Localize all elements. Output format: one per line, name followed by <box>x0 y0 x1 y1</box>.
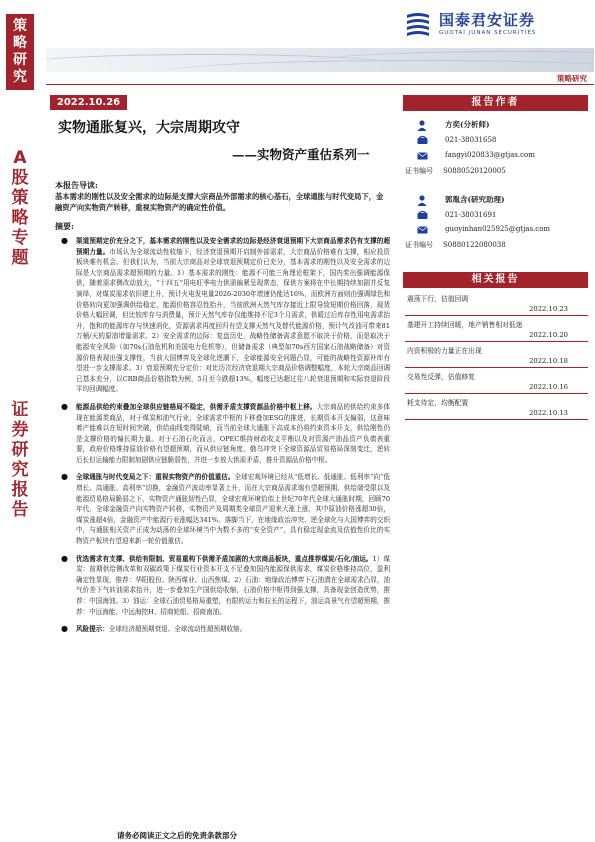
sidebar-char: 券 <box>11 420 29 440</box>
cert-number: S0880520120005 <box>443 167 506 175</box>
related-report-item[interactable] <box>405 368 588 394</box>
summary-item-text: 1）煤炭：前期供给侧改革和双碳政策下煤炭行业资本开支不足叠加国内能源保供需求，煤炭价格维持高位，盈利确定性显现，推荐：华阳股份、陕西煤业、山西焦煤。2）石油：地缘政治博弈下石油潜在全球需求凸显，油气价差下气转油需求抬升，进一步叠加生产国供给收缩，石油价格中枢得到强支撑，具备现金创造优势，推荐：中国海油。3）油运：全球石油贸易格局重塑，有限的运力和拉长的运程下，油运高景气有望超预期，推荐：中远海能、中远海控H、招商轮船、招商南油。 <box>76 554 390 616</box>
related-report-date: 2022.10.16 <box>529 383 568 391</box>
report-date: 2022.10.26 <box>50 95 127 110</box>
bullet-icon: ● <box>61 472 68 482</box>
sidebar-char: 究 <box>11 460 29 480</box>
sidebar-char: 报 <box>11 480 29 500</box>
cert-label: 证书编号 <box>405 241 433 249</box>
sidebar-bottom-label <box>8 400 32 520</box>
related-report-title[interactable]: 基建开工持续回暖，地产销售相对低迷 <box>407 321 523 329</box>
summary-item-text: 全球宏观环境已经从“低增长、低通胀、低利率”向“低增长、高通胀、高利率”切换，金融资产波动率显著上升，而在大宗商品需求端有望超预期、供给端受限以及能源贸易格局脆弱之下，实物资产通胀韧性凸显，全球宏观环境恰似上世纪70年代全球大通胀时期，回顾70年代，全球金融资产向实物资产转移，实物资产及周期类全球资产迎来大涨上涨，其中原油价格涨超30倍，煤炭涨超4倍，金融资产中能源行业涨幅达341%。落脚当下，在地缘政治冲突、逆全球化与大国博弈的交织中，与通胀相关资产正成为动荡的全球环境当中为数不多的“安全资产”，具有稳定现金流及估值性价比的实物资产板块有望迎来新一轮价值重估。 <box>76 473 390 546</box>
header-banner <box>46 48 594 72</box>
sidebar-char: 证 <box>11 400 29 420</box>
company-logo <box>403 8 593 40</box>
related-report-title[interactable]: 交易性反弹，估值修复 <box>407 373 475 381</box>
cert-number: S0880122080038 <box>443 241 506 249</box>
left-sidebar <box>0 0 40 842</box>
email-icon <box>415 150 429 162</box>
intro-text: 基本需求的刚性以及安全需求的边际是支撑大宗商品外部需求的核心基石，全球通胀与时代变局下，金融资产向实物资产转移，重视实物资产的确定性价值。 <box>55 192 384 212</box>
phone-icon <box>415 134 429 146</box>
person-icon <box>415 119 429 131</box>
author-email[interactable]: fangyi020833@gtjas.com <box>445 151 535 159</box>
related-report-date: 2022.10.18 <box>529 357 568 365</box>
authors-heading: 报告作者 <box>403 95 588 111</box>
disclaimer-note: 请务必阅读正文之后的免责条款部分 <box>117 831 237 840</box>
sidebar-char: 股 <box>11 168 29 188</box>
logo-chinese-name: 国泰君安证券 <box>439 11 536 29</box>
sidebar-char: 究 <box>13 69 27 85</box>
sidebar-char: A <box>13 148 27 168</box>
report-title: 实物通胀复兴，大宗周期攻守 <box>58 120 240 136</box>
author-email[interactable]: guoyinhan025925@gtjas.com <box>445 225 551 233</box>
author-phone: 021-38031691 <box>445 211 497 219</box>
email-icon <box>415 224 429 236</box>
bullet-icon: ● <box>61 236 68 245</box>
summary-item-text: 市场认为全球流动性收缩下，经济衰退预期开启制外部需求，大宗商品价格难有支撑，相应投资板块难有机会。但我们认为，当前大宗商品对全球衰退预期定价已充分，基本需求的刚性以及安全需求的边际是大宗商品需求超预期的力量。1）基本需求的刚性：能源不可能三角理论框架下，国内奖出强调能源保供，随着需求侧改动放大，“十四五”用电旺季电力供需偏紧呈现常态，保供方案将在中长期持续加剧并反复演绎，对煤炭需求依旧建上升，预计火电发电量2026-2030年增速仍能达16%，而欧洲方面则由强调绿色和价格转向更加强调供给稳定，能源价格容忍性抬升，当前欧洲天然气库存接近上限导致短期价格回落，现货价格大幅回调，但比较库存与消费量，预计天然气库存仅能维持不足3个月需求，供暖过后库存性用电需求抬升，饱和的能源库存与快速消化，资源需求再度回归有望支撑天然气及替代能源价格，预计气改油可带来81万桶/天的原油增量需求。2）安全需求的边际：复盘历史，战略性储备需求意愿不取决于价格，而是取决于能源安全风险（如70s石油危机和美国电力危机等），但储备需求（典型如70s西方国家石油战略储备）对资源价格表现出强支撑性，当前大国博弈及全球化逆潮下，全球能源安全问题凸显，可能的战略性资源补库有望进一步支撑需求。3）衰退预期充分定价：对比历次经济衰退期大宗商品价格调整幅度，本轮大宗商品回调已基本充分，以CRB商品价格指数为例，5月至今跌超13%，幅度已达超过往八轮衰退预期和实际衰退阶段平均回调幅度。 <box>76 247 390 394</box>
related-report-date: 2022.10.13 <box>529 409 568 417</box>
related-heading: 相关报告 <box>403 272 588 288</box>
related-reports-list <box>405 290 588 420</box>
person-icon <box>415 194 429 206</box>
summary-item <box>58 554 390 618</box>
sidebar-char: 专 <box>11 228 29 248</box>
bullet-icon: ● <box>61 553 68 563</box>
sidebar-char: 略 <box>11 208 29 228</box>
summary-item-lead: 风险提示： <box>76 625 109 634</box>
sidebar-char: 策 <box>13 18 27 34</box>
summary-item-text: 大宗商品的供给约束多体现在能源类商品，对于煤炭和油气行业，全球需求中枢的下移叠加ESG的推进，长期资本开支偏弱，这意味着产能难以在短时间突破，供给曲线变得陡峭，而当前全球大通胀下高成本仍将约束资本开支，供给刚性仍是支撑价格的偏长期力量。对于石油石化而言，OPEC维持财政收支平衡以及对资源产油品资产负债表重要，政府价格维持原油价格有望超预期，而从供应链角度，俄乌冲突下全球资源品贸易格局深刻变迁，逆转后长但运输能力限制加剧供应链脆弱性，并进一步放大供需矛盾，推升资源品价格中枢。 <box>76 402 390 464</box>
author-cert <box>405 166 506 176</box>
bullet-icon: ● <box>61 401 68 411</box>
summary-item-lead: 能源品供给约束叠加全球供应链格局不稳定，供需矛盾支撑资源品价格中枢上移。 <box>76 402 317 411</box>
related-report-item[interactable] <box>405 342 588 368</box>
sidebar-char: 告 <box>11 500 29 520</box>
report-subtitle: ——实物资产重估系列一 <box>232 147 370 162</box>
summary-item <box>58 402 390 466</box>
cert-label: 证书编号 <box>405 167 433 175</box>
author-card <box>405 118 588 200</box>
author-name: 方奕(分析师) <box>445 120 490 129</box>
related-report-item[interactable] <box>405 290 588 316</box>
author-name: 郭胤含(研究助理) <box>445 195 505 204</box>
header-divider <box>46 84 594 85</box>
summary-item-lead: 渠道预期定价充分之下，基本需求的刚性以及安全需求的边际是经济衰退预期下大宗商品需求仍有支撑的超预期力量。 <box>76 237 390 256</box>
sidebar-char: 策 <box>11 188 29 208</box>
related-report-title[interactable]: 震荡下行，估值回调 <box>407 295 469 303</box>
logo-english-name: GUOTAI JUNAN SECURITIES <box>439 30 537 36</box>
summary-item-lead: 优选需求有支撑、供给有限制、贸易重构下供需矛盾加剧的大宗商品板块，重点推荐煤炭/石化/油运。 <box>76 554 373 563</box>
sidebar-char: 题 <box>11 248 29 268</box>
intro-heading: 本报告导读: <box>55 180 98 190</box>
related-report-item[interactable] <box>405 394 588 420</box>
related-report-date: 2022.10.23 <box>529 305 568 313</box>
author-card <box>405 193 588 253</box>
sidebar-top-block <box>6 14 34 90</box>
summary-item <box>58 472 390 546</box>
author-phone: 021-38031658 <box>445 136 497 144</box>
summary-item <box>58 236 390 395</box>
related-report-title[interactable]: 内资积极的力量正在出现 <box>407 347 482 355</box>
sidebar-char: 研 <box>11 440 29 460</box>
summary-item <box>58 624 390 635</box>
related-report-item[interactable] <box>405 316 588 342</box>
related-report-date: 2022.10.20 <box>529 331 568 339</box>
summary-list <box>58 236 390 642</box>
sidebar-char: 略 <box>13 35 27 51</box>
related-report-title[interactable]: 耗支待定，均衡配置 <box>407 399 469 407</box>
sidebar-char: 研 <box>13 52 27 68</box>
summary-item-lead: 全球通胀与时代变局之下：重视实物资产的价值重估。 <box>76 473 235 482</box>
phone-icon <box>415 209 429 221</box>
bullet-icon: ● <box>61 624 68 634</box>
logo-mark-icon <box>403 9 435 39</box>
sidebar-middle-label <box>8 148 32 268</box>
summary-item-text: 全球经济超预期衰退、全球流动性超预期收缩。 <box>108 625 247 634</box>
section-tag: 策略研究 <box>557 74 587 83</box>
summary-heading: 摘要: <box>55 221 74 231</box>
author-cert <box>405 240 506 250</box>
